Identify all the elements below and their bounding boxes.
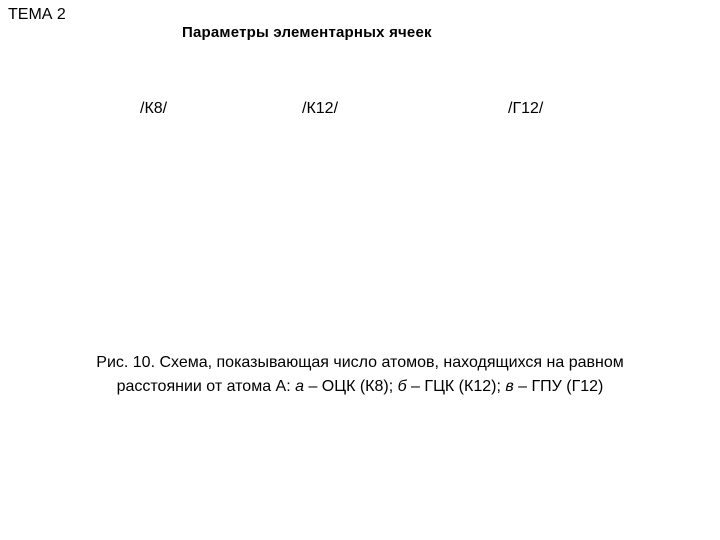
lattice-label-k12: /К12/ [302,100,339,117]
caption-a-text: – ОЦК (К8); [304,378,398,395]
topic-label: ТЕМА 2 [8,6,66,23]
caption-c-text: – ГПУ (Г12) [513,378,604,395]
caption-b-letter: б [397,378,407,395]
caption-b-text: – ГЦК (К12); [406,378,506,395]
lattice-label-g12: /Г12/ [508,100,544,117]
lattice-label-k8: /К8/ [140,100,168,117]
caption-line-1: Рис. 10. Схема, показывающая число атомов, находящихся на равном [96,354,624,371]
figure-caption [40,351,680,399]
caption-line-2-prefix: расстоянии от атома А: [116,378,296,395]
caption-line-2 [40,375,680,399]
caption-a-letter: а [295,378,304,395]
figure-image-area [60,130,660,340]
page-title: Параметры элементарных ячеек [182,24,432,41]
caption-c-letter: в [505,378,514,395]
